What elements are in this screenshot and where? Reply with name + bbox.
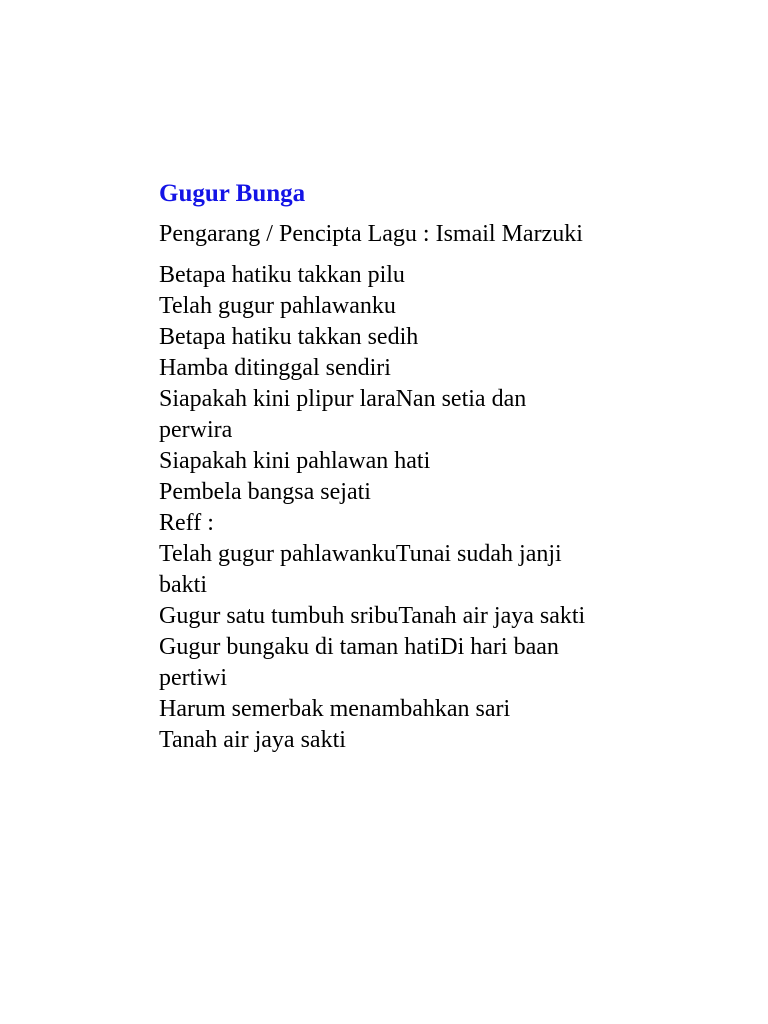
lyric-line: Telah gugur pahlawanku [159,293,396,319]
lyric-line: Pembela bangsa sejati [159,479,371,505]
author-line: Pengarang / Pencipta Lagu : Ismail Marzuki [159,221,583,247]
lyric-line: Reff : [159,510,214,536]
lyric-line: Siapakah kini pahlawan hati [159,448,431,474]
lyric-line: Siapakah kini plipur laraNan setia dan perwira [159,386,527,443]
song-title: Gugur Bunga [159,180,306,207]
lyrics-list [159,260,599,756]
document-body [159,176,599,756]
lyric-line: Tanah air jaya sakti [159,727,346,753]
lyric-line: Harum semerbak menambahkan sari [159,696,511,722]
lyric-line: Telah gugur pahlawankuTunai sudah janji bakti [159,541,562,598]
lyric-line: Betapa hatiku takkan sedih [159,324,419,350]
lyric-line: Hamba ditinggal sendiri [159,355,391,381]
lyric-line: Gugur bungaku di taman hatiDi hari baan pertiwi [159,634,559,691]
lyric-line: Betapa hatiku takkan pilu [159,262,405,288]
lyric-line: Gugur satu tumbuh sribuTanah air jaya sakti [159,603,586,629]
